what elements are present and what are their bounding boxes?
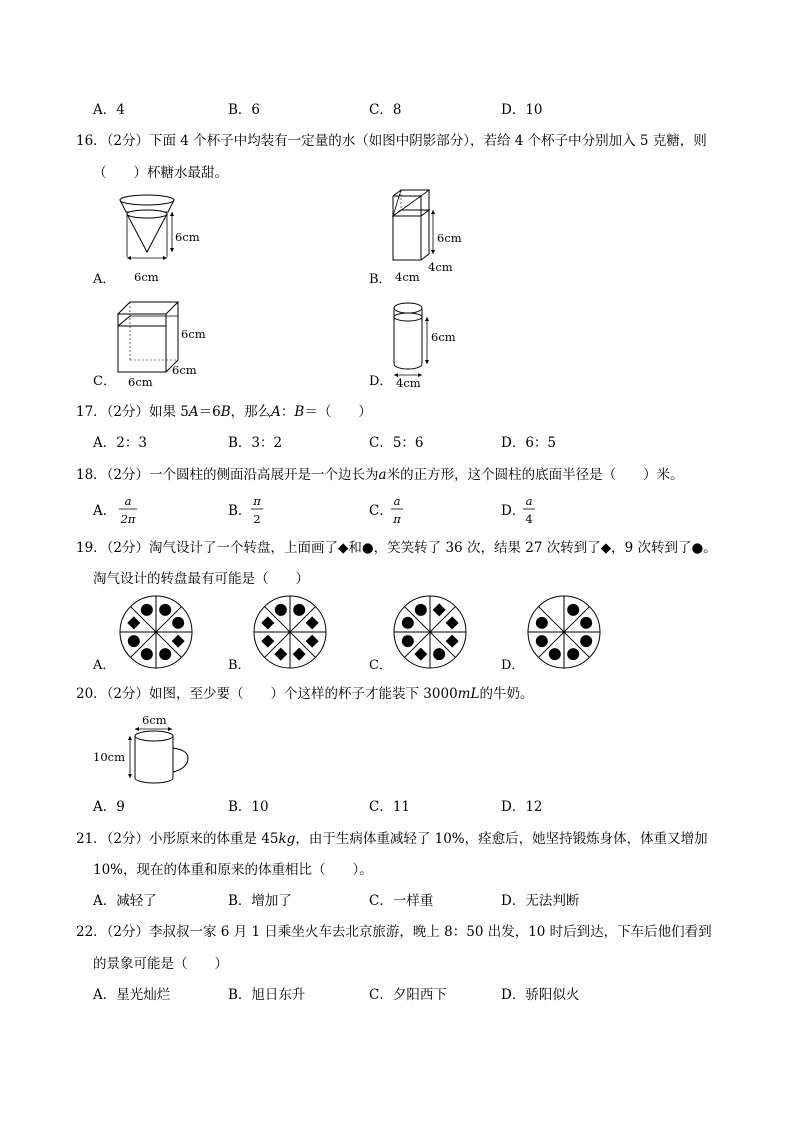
q16-c-length-label: 6cm bbox=[128, 375, 153, 389]
q18-option-b-label: B． bbox=[228, 503, 252, 519]
q18-option-c-label: C． bbox=[369, 503, 393, 519]
q16-cup-b-figure bbox=[388, 190, 468, 282]
q18-c-denominator: π bbox=[393, 512, 401, 526]
q16-a-diameter-label: 6cm bbox=[134, 270, 159, 284]
spinner-circle-mark bbox=[141, 604, 153, 616]
spinner-circle-mark bbox=[536, 617, 548, 629]
q22-option-d: D．骄阳似火 bbox=[501, 987, 580, 1003]
q19-stem-line2: 淘气设计的转盘最有可能是（ ） bbox=[93, 571, 309, 587]
q17-option-d: D．6：5 bbox=[501, 435, 557, 451]
q16-option-d-label: D． bbox=[369, 374, 393, 389]
q16-cup-a-figure bbox=[112, 192, 222, 282]
q20-diameter-label: 6cm bbox=[142, 713, 167, 727]
q18-a-denominator: 2π bbox=[120, 512, 136, 526]
q16-a-height-label: 6cm bbox=[175, 230, 200, 244]
q19-option-d-label: D． bbox=[501, 658, 525, 673]
q18-stem: 18．（2分）一个圆柱的侧面沿高展开是一个边长为a米的正方形，这个圆柱的底面半径是（ ）米。 bbox=[76, 467, 684, 483]
q18-c-numerator: a bbox=[393, 494, 401, 508]
q19-stem-line1: 19．（2分）淘气设计了一个转盘，上面画了◆和●，笑笑转了 36 次，结果 27 次转到了◆，9 次转到了●。 bbox=[76, 540, 717, 556]
spinner-circle-mark bbox=[275, 604, 287, 616]
spinner-circle-mark bbox=[402, 635, 414, 647]
q21-option-d: D．无法判断 bbox=[501, 893, 580, 909]
spinner-circle-mark bbox=[415, 604, 427, 616]
q16-c-height-label: 6cm bbox=[181, 327, 206, 341]
q15-option-d: D．10 bbox=[501, 102, 543, 118]
spinner-circle-mark bbox=[293, 604, 305, 616]
q20-stem: 20．（2分）如图，至少要（ ）个这样的杯子才能装下 3000mL的牛奶。 bbox=[76, 686, 534, 702]
q22-option-a: A．星光灿烂 bbox=[93, 987, 171, 1003]
spinner-circle-mark bbox=[159, 604, 171, 616]
q17-option-c: C．5：6 bbox=[369, 435, 424, 451]
q18-d-numerator: a bbox=[525, 494, 533, 508]
q18-option-a-label: A． bbox=[93, 503, 117, 519]
q19-spinner-a bbox=[118, 594, 194, 670]
q18-b-denominator: 2 bbox=[253, 512, 261, 526]
q17-option-a: A．2：3 bbox=[93, 435, 147, 451]
q16-option-b-label: B． bbox=[369, 272, 392, 287]
q18-option-d-label: D． bbox=[501, 503, 526, 519]
q21-stem-line1: 21．（2分）小彤原来的体重是 45kg，由于生病体重减轻了 10%，痊愈后，她坚持锻炼身体，体重又增加 bbox=[76, 831, 708, 847]
q16-stem-line1: 16．（2分）下面 4 个杯子中均装有一定量的水（如图中阴影部分），若给 4 个杯子中分别加入 5 克糖，则 bbox=[76, 133, 707, 149]
q20-option-a: A．9 bbox=[93, 799, 125, 815]
q22-option-b: B．旭日东升 bbox=[228, 987, 306, 1003]
q16-b-width-label: 4cm bbox=[428, 260, 453, 274]
q15-option-a: A．4 bbox=[93, 102, 125, 118]
spinner-circle-mark bbox=[141, 648, 153, 660]
q22-stem-line1: 22．（2分）李叔叔一家 6 月 1 日乘坐火车去北京旅游，晚上 8：50 出发，10 时后到达，下车后他们看到 bbox=[76, 924, 712, 940]
spinner-circle-mark bbox=[536, 635, 548, 647]
q16-cup-d-figure bbox=[388, 300, 468, 392]
q19-option-b-label: B． bbox=[228, 658, 251, 673]
q16-c-width-label: 6cm bbox=[172, 363, 197, 377]
q18-option-d-fraction bbox=[521, 494, 537, 528]
q18-option-b-fraction bbox=[249, 494, 265, 528]
q16-stem-line2: （ ）杯糖水最甜。 bbox=[93, 165, 228, 181]
q22-option-c: C．夕阳西下 bbox=[369, 987, 447, 1003]
q20-option-c: C．11 bbox=[369, 799, 411, 815]
q18-a-numerator: a bbox=[124, 494, 132, 508]
spinner-circle-mark bbox=[433, 648, 445, 660]
q18-d-denominator: 4 bbox=[525, 512, 533, 526]
q20-height-label: 10cm bbox=[93, 750, 125, 764]
spinner-circle-mark bbox=[549, 648, 561, 660]
q16-b-length-label: 4cm bbox=[395, 270, 420, 284]
q21-option-b: B．增加了 bbox=[228, 893, 292, 909]
q20-option-d: D．12 bbox=[501, 799, 543, 815]
spinner-circle-mark bbox=[128, 635, 140, 647]
q19-spinner-b bbox=[252, 594, 328, 670]
q17-option-b: B．3：2 bbox=[228, 435, 283, 451]
q16-b-height-label: 6cm bbox=[437, 231, 462, 245]
q21-option-c: C．一样重 bbox=[369, 893, 434, 909]
q16-cup-c-figure bbox=[114, 298, 224, 388]
q18-option-c-fraction bbox=[389, 494, 405, 528]
q19-spinner-d bbox=[526, 594, 602, 670]
spinner-circle-mark bbox=[159, 648, 171, 660]
q18-b-numerator: π bbox=[253, 494, 261, 508]
spinner-circle-mark bbox=[402, 617, 414, 629]
q15-option-b: B．6 bbox=[228, 102, 261, 118]
q16-option-c-label: C． bbox=[93, 374, 116, 389]
q20-mug-figure bbox=[92, 712, 202, 786]
spinner-circle-mark bbox=[580, 617, 592, 629]
q21-stem-line2: 10%，现在的体重和原来的体重相比（ ）。 bbox=[93, 862, 373, 878]
q20-option-b: B．10 bbox=[228, 799, 269, 815]
q22-stem-line2: 的景象可能是（ ） bbox=[93, 956, 228, 972]
q17-stem: 17．（2分）如果 5A＝6B，那么A：B＝（ ） bbox=[76, 404, 372, 420]
q16-option-a-label: A． bbox=[93, 272, 116, 287]
spinner-circle-mark bbox=[172, 617, 184, 629]
spinner-circle-mark bbox=[567, 648, 579, 660]
spinner-circle-mark bbox=[567, 604, 579, 616]
q16-d-diameter-label: 4cm bbox=[396, 376, 421, 390]
q16-d-height-label: 6cm bbox=[431, 330, 456, 344]
spinner-circle-mark bbox=[580, 635, 592, 647]
q15-option-c: C．8 bbox=[369, 102, 402, 118]
q18-option-a-fraction bbox=[118, 494, 138, 528]
q19-spinner-c bbox=[392, 594, 468, 670]
q19-option-c-label: C． bbox=[369, 658, 392, 673]
q21-option-a: A．减轻了 bbox=[93, 893, 157, 909]
q19-option-a-label: A． bbox=[93, 658, 116, 673]
